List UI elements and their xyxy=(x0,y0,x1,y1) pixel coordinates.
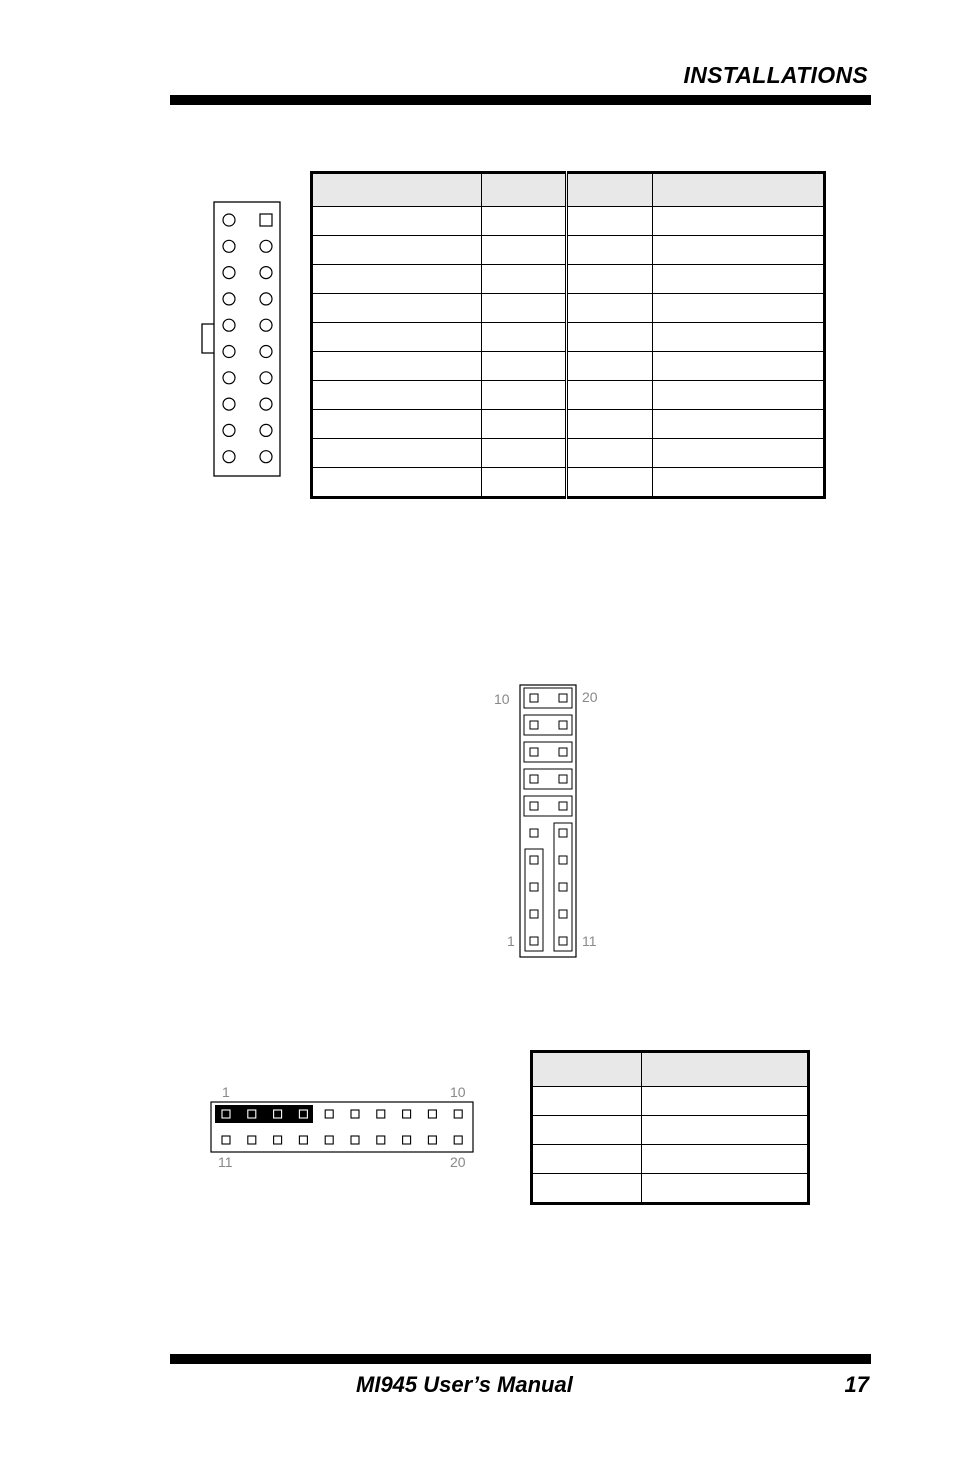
table-row xyxy=(312,381,825,410)
table-cell xyxy=(482,207,567,236)
pin-round xyxy=(223,267,235,279)
pin-round xyxy=(223,424,235,436)
header-pin-table xyxy=(530,1050,810,1205)
header-outline xyxy=(520,685,576,957)
pin-label-11: 11 xyxy=(582,933,597,949)
pin-square xyxy=(428,1136,436,1144)
table-cell xyxy=(532,1145,642,1174)
table-cell xyxy=(567,410,653,439)
table-cell xyxy=(567,265,653,294)
section-title: INSTALLATIONS xyxy=(683,62,868,88)
table-cell xyxy=(567,352,653,381)
table-header-cell xyxy=(532,1052,642,1087)
table-header-row xyxy=(532,1052,809,1087)
table-header-cell xyxy=(642,1052,809,1087)
pin-pair-box xyxy=(524,796,572,816)
pin-column-box-right xyxy=(554,823,572,951)
pin-round xyxy=(260,424,272,436)
pin-square xyxy=(454,1136,462,1144)
table-header-cell xyxy=(312,173,482,207)
pin-round xyxy=(260,267,272,279)
pin-round xyxy=(260,398,272,410)
pin-square xyxy=(530,802,538,810)
table-cell xyxy=(653,207,825,236)
table-cell xyxy=(312,207,482,236)
pin-round xyxy=(223,346,235,358)
table-cell xyxy=(653,468,825,498)
atx-pin-table xyxy=(310,171,826,499)
pin-square xyxy=(454,1110,462,1118)
table-cell xyxy=(653,410,825,439)
table-cell xyxy=(653,323,825,352)
table-cell xyxy=(642,1116,809,1145)
table-header-row xyxy=(312,173,825,207)
pin-label-1: 1 xyxy=(507,933,515,949)
pin-label-1: 1 xyxy=(222,1084,230,1100)
pin-label-20: 20 xyxy=(450,1154,466,1170)
pin-square xyxy=(530,829,538,837)
pin-square xyxy=(559,748,567,756)
table-cell xyxy=(482,323,567,352)
pin-round xyxy=(260,451,272,463)
pin-label-10: 10 xyxy=(450,1084,466,1100)
pin-pair-box xyxy=(524,742,572,762)
table-row xyxy=(312,236,825,265)
table-cell xyxy=(653,294,825,323)
pin-square xyxy=(299,1136,307,1144)
pin-square xyxy=(403,1110,411,1118)
pin-round xyxy=(223,398,235,410)
table-row xyxy=(312,352,825,381)
pin-square xyxy=(403,1136,411,1144)
pin-square xyxy=(351,1110,359,1118)
pin-square xyxy=(377,1136,385,1144)
footer-rule xyxy=(170,1354,871,1364)
page-number: 17 xyxy=(844,1372,869,1397)
table-cell xyxy=(653,236,825,265)
table-row xyxy=(312,265,825,294)
pin-square xyxy=(530,937,538,945)
table-cell xyxy=(567,236,653,265)
pin-square xyxy=(260,214,272,226)
table-cell xyxy=(482,236,567,265)
pin-round xyxy=(223,451,235,463)
connector-latch xyxy=(202,324,214,353)
table-row xyxy=(312,207,825,236)
table-row xyxy=(312,410,825,439)
pin-label-10: 10 xyxy=(494,691,510,707)
table-cell xyxy=(312,352,482,381)
pin-square xyxy=(530,910,538,918)
table-cell xyxy=(312,410,482,439)
table-row xyxy=(532,1116,809,1145)
table-cell xyxy=(482,265,567,294)
table-row xyxy=(532,1145,809,1174)
pin-round xyxy=(223,372,235,384)
atx-connector-diagram xyxy=(198,198,288,498)
pin-square xyxy=(530,775,538,783)
pin-round xyxy=(223,240,235,252)
pin-label-11: 11 xyxy=(218,1154,233,1170)
pin-square xyxy=(559,802,567,810)
table-cell xyxy=(653,439,825,468)
pin-square xyxy=(222,1136,230,1144)
table-cell xyxy=(567,381,653,410)
pin-round xyxy=(223,319,235,331)
pin-square xyxy=(530,883,538,891)
table-cell xyxy=(653,265,825,294)
table-cell xyxy=(567,294,653,323)
pin-round xyxy=(260,240,272,252)
table-row xyxy=(312,323,825,352)
table-row xyxy=(312,468,825,498)
table-cell xyxy=(482,381,567,410)
pin-square xyxy=(559,721,567,729)
pin-square xyxy=(248,1136,256,1144)
table-cell xyxy=(567,323,653,352)
table-cell xyxy=(653,352,825,381)
table-cell xyxy=(312,323,482,352)
table-cell xyxy=(482,352,567,381)
pin-round xyxy=(223,293,235,305)
pin-square xyxy=(559,910,567,918)
table-row xyxy=(312,439,825,468)
manual-title: MI945 User’s Manual xyxy=(356,1372,573,1397)
pin-square xyxy=(325,1110,333,1118)
pin-square xyxy=(530,748,538,756)
pin-round xyxy=(260,293,272,305)
table-header-cell xyxy=(482,173,567,207)
table-cell xyxy=(312,265,482,294)
table-row xyxy=(532,1174,809,1204)
pin-square xyxy=(377,1110,385,1118)
pin-square xyxy=(559,694,567,702)
pin-label-20: 20 xyxy=(582,689,598,705)
pin-pair-box xyxy=(524,715,572,735)
table-cell xyxy=(642,1145,809,1174)
table-cell xyxy=(482,468,567,498)
pin-square xyxy=(559,856,567,864)
table-cell xyxy=(312,236,482,265)
table-cell xyxy=(312,468,482,498)
table-cell xyxy=(567,207,653,236)
pin-square xyxy=(530,694,538,702)
pin-square xyxy=(559,775,567,783)
table-cell xyxy=(567,468,653,498)
table-cell xyxy=(312,294,482,323)
header-rule xyxy=(170,95,871,105)
table-cell xyxy=(312,381,482,410)
pin-square xyxy=(530,856,538,864)
pin-pair-box xyxy=(524,769,572,789)
table-cell xyxy=(642,1087,809,1116)
pin-square xyxy=(530,721,538,729)
table-cell xyxy=(532,1116,642,1145)
pin-square xyxy=(428,1110,436,1118)
pin-round xyxy=(260,319,272,331)
table-cell xyxy=(653,381,825,410)
pin-square xyxy=(559,829,567,837)
table-cell xyxy=(532,1087,642,1116)
pin-round xyxy=(223,214,235,226)
pin-square xyxy=(325,1136,333,1144)
table-cell xyxy=(482,410,567,439)
table-header-cell xyxy=(653,173,825,207)
table-cell xyxy=(482,294,567,323)
horizontal-pin-header-diagram xyxy=(209,1100,475,1156)
table-header-cell xyxy=(567,173,653,207)
pin-square xyxy=(274,1136,282,1144)
pin-square xyxy=(351,1136,359,1144)
pin-pair-box xyxy=(524,688,572,708)
table-cell xyxy=(312,439,482,468)
pin-round xyxy=(260,346,272,358)
table-cell xyxy=(532,1174,642,1204)
vertical-pin-header-diagram xyxy=(518,683,578,959)
pin-round xyxy=(260,372,272,384)
pin-square xyxy=(559,883,567,891)
table-row xyxy=(312,294,825,323)
table-cell xyxy=(567,439,653,468)
pin-square xyxy=(559,937,567,945)
table-cell xyxy=(642,1174,809,1204)
table-cell xyxy=(482,439,567,468)
table-row xyxy=(532,1087,809,1116)
